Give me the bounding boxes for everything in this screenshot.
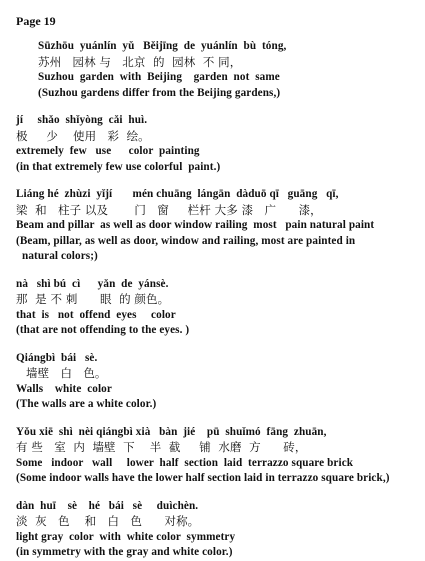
hanzi-line: 梁 和 柱子 以及 门 窗 栏杆 大多 漆 广 漆，: [16, 202, 322, 217]
hanzi-line: 那 是 不 刺 眼 的 颜色。: [16, 292, 170, 306]
translation-line: (in that extremely few use colorful paint.): [16, 160, 221, 173]
text-block-1: [16, 39, 415, 101]
text-block-3: [16, 187, 415, 265]
pinyin-line: dàn huī sè hé bái sè duìchèn.: [16, 499, 199, 512]
pinyin-line: Sūzhōu yuánlín yǔ Běijīng de yuánlín bù tóng,: [38, 40, 287, 52]
pinyin-line: jí shǎo shǐyòng cǎi huì.: [16, 114, 148, 126]
translation-line: (Beam, pillar, as well as door, window and railing, most are painted in: [16, 234, 356, 247]
gloss-line: that is not offend eyes color: [16, 308, 176, 321]
text-block-2: [16, 113, 415, 175]
gloss-line: Some indoor wall lower half section laid terrazzo square brick: [16, 456, 354, 469]
text-block-6: [16, 425, 415, 487]
translation-line: (Suzhou gardens differ from the Beijing gardens,): [38, 86, 281, 99]
hanzi-line: 苏州 园林 与 北京 的 园林 不 同，: [38, 54, 242, 69]
text-block-7: [16, 499, 415, 561]
pinyin-line: Liáng hé zhùzi yǐjí mén chuāng lángān dàduō qī guāng qī,: [16, 188, 339, 200]
gloss-line: Walls white color: [16, 382, 112, 395]
translation-line: (in symmetry with the gray and white color.): [16, 546, 233, 558]
gloss-line: Suzhou garden with Beijing garden not same: [38, 71, 280, 83]
text-block-4: [16, 277, 415, 339]
gloss-line: light gray color with white color symmetry: [16, 530, 236, 543]
text-block-5: [16, 351, 415, 413]
translation-line: (Some indoor walls have the lower half section laid in terrazzo square brick,): [16, 472, 390, 484]
hanzi-line: 墙壁 白 色。: [26, 366, 107, 380]
hanzi-line: 有 些 室 内 墙壁 下 半 截 铺 水磨 方 砖，: [16, 440, 307, 454]
page-number: Page 19: [16, 14, 56, 28]
translation-line: (The walls are a white color.): [16, 398, 157, 410]
pinyin-line: Yǒu xiē shì nèi qiángbì xià bàn jié pū shuǐmó fāng zhuān,: [16, 425, 327, 438]
pinyin-line: nà shì bú cì yǎn de yánsè.: [16, 277, 169, 290]
translation-line: (that are not offending to the eyes. ): [16, 324, 190, 336]
hanzi-line: 淡 灰 色 和 白 色 对称。: [16, 514, 200, 528]
hanzi-line: 极 少 使用 彩 绘。: [16, 128, 150, 143]
pinyin-line: Qiángbì bái sè.: [16, 351, 98, 364]
gloss-line: Beam and pillar as well as door window railing most pain natural paint: [16, 219, 375, 231]
translation-line-continued: natural colors;): [22, 250, 98, 262]
gloss-line: extremely few use color painting: [16, 145, 200, 157]
